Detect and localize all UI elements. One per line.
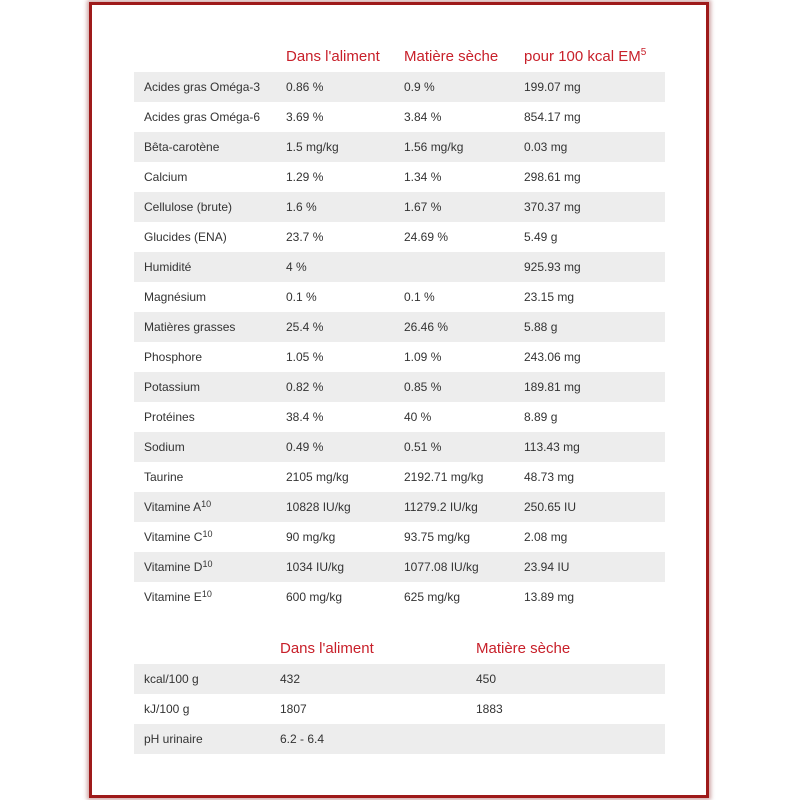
nutrient-dry-matter-value: 0.1 % (394, 282, 514, 312)
nutrient-row (134, 282, 665, 312)
nutrient-name-label: Vitamine D (144, 560, 203, 574)
nutrient-name-label: Magnésium (144, 290, 207, 304)
nutrient-name-label: Phosphore (144, 350, 203, 364)
nutrient-dry-matter-value: 625 mg/kg (394, 582, 514, 612)
nutrient-name (134, 492, 276, 522)
nutrient-name-label: Protéines (144, 410, 195, 424)
nutrient-name-label: Bêta-carotène (144, 140, 220, 154)
nutrient-row (134, 192, 665, 222)
nutrient-name (134, 402, 276, 432)
nutrient-row (134, 552, 665, 582)
energy-header-as-fed: Dans l'aliment (280, 639, 374, 657)
nutrient-as-fed-value: 2105 mg/kg (276, 462, 394, 492)
nutrient-name (134, 222, 276, 252)
nutrient-per-100-kcal-value: 48.73 mg (514, 462, 665, 492)
nutrient-name (134, 282, 276, 312)
nutrient-row (134, 522, 665, 552)
nutrient-dry-matter-value: 0.51 % (394, 432, 514, 462)
nutrient-row (134, 132, 665, 162)
nutrient-name (134, 162, 276, 192)
nutrient-dry-matter-value: 93.75 mg/kg (394, 522, 514, 552)
nutrient-per-100-kcal-value: 113.43 mg (514, 432, 665, 462)
energy-label: pH urinaire (134, 724, 270, 754)
nutrient-per-100-kcal-value: 5.88 g (514, 312, 665, 342)
nutrient-name-label: Taurine (144, 470, 184, 484)
nutrient-row (134, 582, 665, 612)
nutrient-footnote: 10 (202, 559, 213, 569)
nutrient-dry-matter-value: 0.85 % (394, 372, 514, 402)
energy-dry-matter-value (466, 724, 665, 754)
nutrient-per-100-kcal-value: 370.37 mg (514, 192, 665, 222)
nutrient-row (134, 342, 665, 372)
nutrient-name (134, 192, 276, 222)
nutrient-per-100-kcal-value: 0.03 mg (514, 132, 665, 162)
energy-dry-matter-value: 1883 (466, 694, 665, 724)
nutrient-row (134, 102, 665, 132)
nutrient-name (134, 312, 276, 342)
nutrient-as-fed-value: 1.05 % (276, 342, 394, 372)
nutrient-per-100-kcal-value: 23.15 mg (514, 282, 665, 312)
nutrient-per-100-kcal-value: 2.08 mg (514, 522, 665, 552)
nutrient-per-100-kcal-value: 189.81 mg (514, 372, 665, 402)
nutrient-name-label: Vitamine C (144, 530, 203, 544)
nutrient-as-fed-value: 10828 IU/kg (276, 492, 394, 522)
nutrient-as-fed-value: 1.6 % (276, 192, 394, 222)
nutrient-as-fed-value: 4 % (276, 252, 394, 282)
nutrient-as-fed-value: 3.69 % (276, 102, 394, 132)
nutrient-name-label: Vitamine A (144, 500, 202, 514)
nutrient-dry-matter-value: 2192.71 mg/kg (394, 462, 514, 492)
energy-as-fed-value: 1807 (270, 694, 466, 724)
nutrient-per-100-kcal-value: 8.89 g (514, 402, 665, 432)
nutrient-dry-matter-value: 3.84 % (394, 102, 514, 132)
nutrient-name (134, 372, 276, 402)
nutrient-name-label: Acides gras Oméga-3 (144, 80, 261, 94)
energy-row (134, 664, 665, 694)
nutrient-per-100-kcal-value: 5.49 g (514, 222, 665, 252)
nutrient-row (134, 312, 665, 342)
nutrient-name-label: Potassium (144, 380, 201, 394)
nutrient-name (134, 102, 276, 132)
nutrient-name-label: Acides gras Oméga-6 (144, 110, 261, 124)
nutrient-per-100-kcal-value: 243.06 mg (514, 342, 665, 372)
header-nutrient (134, 40, 276, 72)
nutrient-per-100-kcal-value: 250.65 IU (514, 492, 665, 522)
nutrient-dry-matter-value: 11279.2 IU/kg (394, 492, 514, 522)
energy-header-row (134, 632, 665, 664)
nutrient-as-fed-value: 23.7 % (276, 222, 394, 252)
nutrient-footnote: 10 (202, 529, 213, 539)
nutrient-row (134, 432, 665, 462)
nutrient-per-100-kcal-value: 854.17 mg (514, 102, 665, 132)
nutrient-name (134, 132, 276, 162)
energy-header-dry-matter: Matière sèche (476, 639, 571, 657)
nutrient-name-label: Sodium (144, 440, 185, 454)
nutrient-table (134, 40, 665, 612)
energy-row (134, 724, 665, 754)
nutrient-name (134, 342, 276, 372)
header-as-fed: Dans l'aliment (286, 47, 380, 65)
nutrient-row (134, 222, 665, 252)
nutrient-as-fed-value: 600 mg/kg (276, 582, 394, 612)
nutrient-dry-matter-value: 0.9 % (394, 72, 514, 102)
nutrient-name (134, 252, 276, 282)
nutrient-per-100-kcal-value: 199.07 mg (514, 72, 665, 102)
nutrient-name (134, 462, 276, 492)
nutrient-dry-matter-value: 26.46 % (394, 312, 514, 342)
nutrient-dry-matter-value (394, 252, 514, 282)
nutrient-dry-matter-value: 1077.08 IU/kg (394, 552, 514, 582)
nutrient-name-label: Matières grasses (144, 320, 236, 334)
nutrient-name-label: Vitamine E (144, 590, 202, 604)
nutrient-as-fed-value: 0.86 % (276, 72, 394, 102)
nutrient-as-fed-value: 38.4 % (276, 402, 394, 432)
header-footnote: 5 (640, 47, 647, 58)
nutrient-dry-matter-value: 1.56 mg/kg (394, 132, 514, 162)
nutrient-name-label: Glucides (ENA) (144, 230, 227, 244)
nutrient-row (134, 462, 665, 492)
nutrient-as-fed-value: 0.1 % (276, 282, 394, 312)
nutrient-dry-matter-value: 1.09 % (394, 342, 514, 372)
nutrient-per-100-kcal-value: 925.93 mg (514, 252, 665, 282)
header-per-100-kcal (514, 40, 665, 72)
nutrient-footnote: 10 (201, 499, 212, 509)
nutrient-name-label: Cellulose (brute) (144, 200, 233, 214)
nutrient-per-100-kcal-value: 13.89 mg (514, 582, 665, 612)
nutrient-name (134, 552, 276, 582)
nutrient-name (134, 72, 276, 102)
nutrient-as-fed-value: 1034 IU/kg (276, 552, 394, 582)
nutrient-as-fed-value: 0.82 % (276, 372, 394, 402)
nutrient-as-fed-value: 0.49 % (276, 432, 394, 462)
nutrient-name-label: Humidité (144, 260, 192, 274)
energy-table (134, 632, 665, 754)
energy-dry-matter-value: 450 (466, 664, 665, 694)
nutrient-name-label: Calcium (144, 170, 188, 184)
nutrient-dry-matter-value: 24.69 % (394, 222, 514, 252)
nutrient-per-100-kcal-value: 298.61 mg (514, 162, 665, 192)
nutrient-name (134, 432, 276, 462)
nutrient-as-fed-value: 1.29 % (276, 162, 394, 192)
nutrient-header-row (134, 40, 665, 72)
nutrient-row (134, 492, 665, 522)
energy-header-label (134, 632, 270, 664)
nutrient-row (134, 72, 665, 102)
nutrient-as-fed-value: 25.4 % (276, 312, 394, 342)
header-per-100-kcal-label: pour 100 kcal EM (524, 48, 641, 65)
energy-row (134, 694, 665, 724)
energy-as-fed-value: 6.2 - 6.4 (270, 724, 466, 754)
nutrient-row (134, 162, 665, 192)
energy-as-fed-value: 432 (270, 664, 466, 694)
nutrient-row (134, 372, 665, 402)
nutrient-name (134, 582, 276, 612)
header-dry-matter: Matière sèche (404, 47, 499, 65)
nutrient-row (134, 402, 665, 432)
nutrient-per-100-kcal-value: 23.94 IU (514, 552, 665, 582)
nutrient-as-fed-value: 90 mg/kg (276, 522, 394, 552)
energy-label: kJ/100 g (134, 694, 270, 724)
nutrient-footnote: 10 (201, 589, 212, 599)
energy-label: kcal/100 g (134, 664, 270, 694)
nutrient-name (134, 522, 276, 552)
nutrient-row (134, 252, 665, 282)
nutrient-dry-matter-value: 1.67 % (394, 192, 514, 222)
nutrient-as-fed-value: 1.5 mg/kg (276, 132, 394, 162)
nutrient-dry-matter-value: 40 % (394, 402, 514, 432)
nutrient-dry-matter-value: 1.34 % (394, 162, 514, 192)
